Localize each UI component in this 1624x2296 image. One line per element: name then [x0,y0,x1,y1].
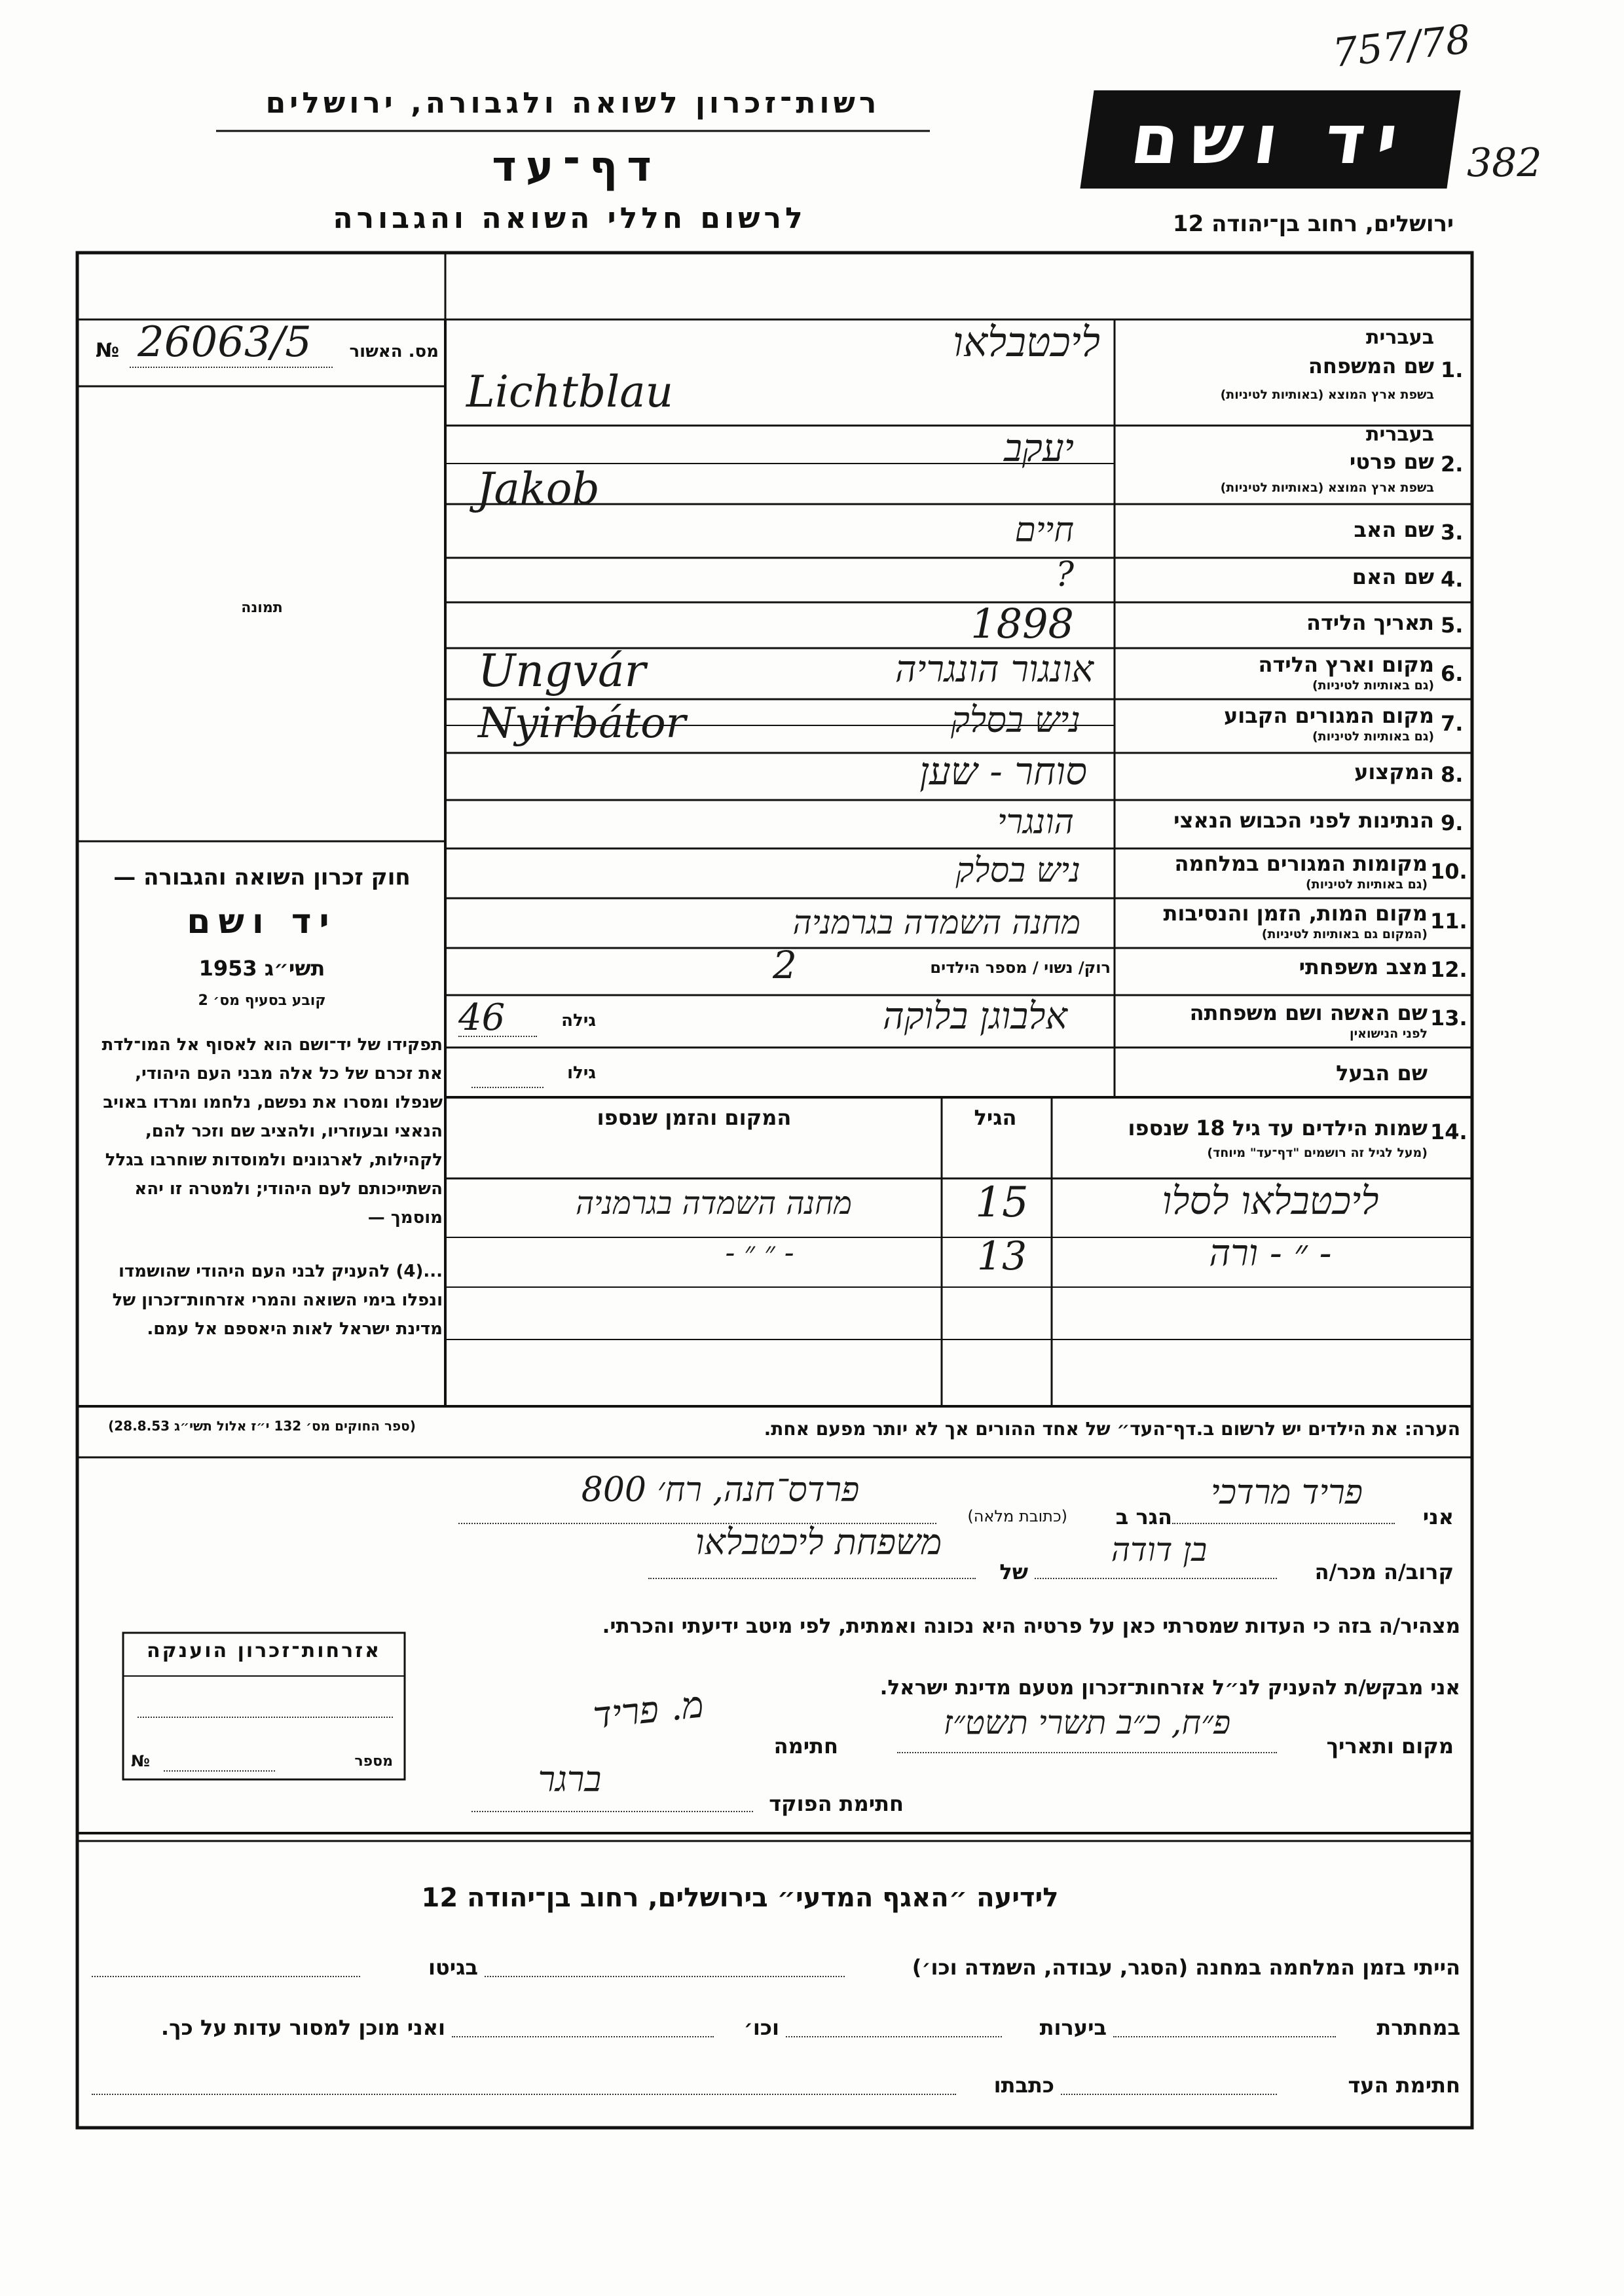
declarant-address: פרדס־חנה, רח׳ 800 [581,1470,860,1510]
children-label: שמות הילדים עד גיל 18 שנספו [1128,1116,1428,1140]
place-date-label: מקום ותאריך [1326,1734,1454,1758]
field-12-value: 2 [773,943,797,987]
child-2-place: - ״ ״ - [725,1236,794,1269]
child-2-age: 13 [976,1233,1027,1279]
footer-etc: וכו׳ [743,2015,779,2040]
field-1-hint: בשפת ארץ המוצא (באותיות לטיניות) [1220,388,1434,402]
footer-title: לידיעה ״האגף המדעי״ בירושלים, רחוב בן־יהודה 12 [421,1883,1059,1913]
footer-witness-signature: חתימת העד [1348,2073,1460,2098]
field-12-label: מצב משפחתי [1299,955,1428,979]
field-1-hebrew-value: ליכטבלאו [953,318,1100,366]
law-text-2: ...(4) להעניק לבני העם היהודי שהושמדו ונפלו בימי השואה והמרי אזרחות־זכרון של מדינת ישראל לאות היאספם אל עמם. [112,1262,443,1339]
field-9-label: הנתינות לפני הכבוש הנאצי [1173,808,1434,833]
form-subtitle: לרשום חללי השואה והגבורה [333,202,807,235]
request-text: אני מבקש/ת להעניק לנ״ל אזרחות־זכרון מטעם מדינת ישראל. [879,1676,1460,1700]
field-3-value: חיים [1014,511,1074,550]
resides-label: הגר ב [1115,1504,1172,1529]
field-3-number: 3. [1441,520,1464,545]
approval-label: מס. האשור [349,342,439,361]
children-hint: (מעל לגיל זה רושמים "דף־עד" מיוחד) [1207,1146,1428,1160]
field-6-hint: (גם באותיות לטיניות) [1312,678,1434,693]
field-11-hint: (המקום גם באותיות לטיניות) [1261,927,1428,941]
law-clause: קובע בסעיף מס׳ 2 [198,993,326,1009]
field-2-label: שם פרטי [1349,449,1434,474]
child-1-name: ליכטבלאו לסלו [1162,1178,1379,1223]
law-text: תפקידו של יד־ושם הוא לאסוף אל המו־לדת את זכרם של כל אלה מבני העם היהודי, שנפלו ומסרו את נפשם, נלחמו ומרדו באויב הנאצי ובעוזריו, ולהציב שם וזכר להם, לקהילות, לארגונים ולמוסדות שוחרבו בגלל השתייכותם לעם היהודי; ולמטרה זו יהא מוסמך — [101,1035,443,1228]
field-5-label: תאריך הלידה [1306,610,1434,635]
approval-number: 26063/5 [138,318,312,367]
field-2-number: 2. [1441,452,1464,477]
field-5-number: 5. [1441,613,1464,638]
footer-ghetto: בגיטו [428,1955,478,1980]
child-1-age: 15 [975,1178,1029,1227]
children-age-header: הגיל [974,1105,1017,1130]
relative-label: קרוב/ה מכר/ה [1314,1559,1454,1584]
declarant-signature: מ. פריד [591,1683,706,1738]
child-1-place: מחנה השמדה בגרמניה [576,1185,852,1222]
remark: הערה: את הילדים יש לרשום ב.דף־העד״ של אחד ההורים אך לא יותר מפעם אחת. [764,1418,1460,1440]
of-label: של [999,1559,1028,1584]
wife-age-label: גילה [561,1011,596,1030]
footer-forests: ביערות [1039,2015,1107,2040]
field-2-hint: בשפת ארץ המוצא (באותיות לטיניות) [1220,481,1434,495]
field-2-latin-value: Jakob [477,464,600,514]
law-source: (ספר החוקים מס׳ 132 י״ז אלול תשי״ג 28.8.53) [108,1418,416,1434]
field-12-number: 12. [1430,957,1467,982]
field-1-latin-value: Lichtblau [466,367,674,417]
field-2-in-hebrew: בעברית [1366,423,1434,446]
relation-value: בן דודה [1111,1531,1208,1569]
approval-no-label: № [96,339,120,362]
field-7-latin-value: Nyirbátor [478,699,686,748]
of-value: משפחת ליכטבלאו [695,1522,942,1563]
photo-placeholder: תמונה [241,600,283,616]
field-11-value: מחנה השמדה בגרמניה [792,903,1080,941]
field-2-hebrew-value: יעקב [1003,426,1074,470]
field-13-number: 13. [1430,1006,1467,1030]
corner-note: 757/78 [1330,16,1473,77]
declarant-name: פריד מרדכי [1210,1473,1363,1512]
field-1-number: 1. [1441,357,1464,382]
field-6-number: 6. [1441,661,1464,686]
field-4-label: שם האם [1352,564,1434,589]
field-11-number: 11. [1430,909,1467,934]
husband-label: שם הבעל [1336,1061,1428,1085]
field-4-number: 4. [1441,567,1464,592]
child-2-name: - ״ - ורה [1209,1232,1332,1275]
field-7-hint: (גם באותיות לטיניות) [1312,729,1434,744]
field-7-hebrew-value: ניש בסלק [950,699,1080,740]
field-10-label: מקומות המגורים במלחמה [1174,851,1428,876]
header-address: ירושלים, רחוב בן־יהודה 12 [1172,211,1454,237]
field-7-label: מקום המגורים הקבוע [1223,703,1434,728]
organization-name: רשות־זכרון לשואה ולגבורה, ירושלים [265,86,881,120]
field-10-number: 10. [1430,859,1467,884]
field-9-number: 9. [1441,811,1464,835]
inspector-signature: ברגר [538,1758,602,1800]
place-date-value: פ״ח, כ״ב תשרי תשט״ז [943,1704,1231,1741]
field-8-label: המקצוע [1354,759,1434,784]
footer-line-1: הייתי בזמן המלחמה במחנה (הסגר, עבודה, השמדה וכו׳) [912,1955,1460,1980]
field-12-options: רוק/ נשוי / מספר הילדים [930,958,1111,977]
citizenship-no-label: № [131,1752,150,1770]
field-6-hebrew-value: אונגור הונגריה [895,648,1094,691]
law-name: יד ושם [187,902,337,941]
law-title: חוק זכרון השואה והגבורה — [113,864,411,890]
citizenship-number-label: מספר [354,1753,393,1770]
children-number: 14. [1430,1120,1467,1144]
footer-underground: במחתרת [1376,2015,1460,2040]
wife-age-value: 46 [458,996,506,1039]
field-7-number: 7. [1441,711,1464,736]
declaration-text: מצהיר/ה בזה כי העדות שמסרתי כאן על פרטיה היא נכונה ואמתית, לפי מיטב ידיעתי והכרתי. [602,1614,1460,1638]
husband-age-label: גילו [567,1063,596,1083]
field-4-value: ? [1056,555,1074,594]
field-5-value: 1898 [970,600,1074,647]
field-8-number: 8. [1441,762,1464,787]
law-year: תשי״ג 1953 [198,956,325,981]
field-6-label: מקום וארץ הלידה [1258,652,1434,677]
footer-address-label: כתבתו [993,2073,1054,2098]
field-9-value: הונגרי [997,803,1074,842]
citizenship-title: אזרחות־זכרון הוענקה [146,1639,382,1662]
field-10-value: ניש בסלק [955,851,1080,890]
field-8-value: סוחר - שען [919,749,1087,793]
field-11-label: מקום המות, הזמן והנסיבות [1163,901,1428,926]
field-13-hint: לפני הנישואין [1350,1027,1428,1041]
yad-vashem-logo: יד ושם [1080,90,1460,189]
full-address-hint: (כתובת מלאה) [967,1507,1067,1525]
corner-page-number: 382 [1467,140,1542,186]
children-place-header: המקום והזמן שנספו [597,1105,792,1130]
form-title: דף־עד [492,143,661,191]
field-3-label: שם האב [1354,517,1434,542]
inspector-label: חתימת הפוקד [769,1791,904,1816]
field-13-label: שם האשה ושם משפחתה [1189,1000,1428,1025]
field-1-in-hebrew: בעברית [1366,326,1434,349]
signature-label: חתימה [773,1734,838,1758]
declarant-i-label: אני [1422,1504,1454,1529]
footer-willing: ואני מוכן למסור עדות על כך. [160,2015,445,2040]
field-1-label: שם המשפחה [1308,354,1434,378]
field-13-value: אלבוגן בלוקה [883,995,1067,1038]
field-10-hint: (גם באותיות לטיניות) [1305,877,1428,892]
field-6-latin-value: Ungvár [478,646,646,697]
